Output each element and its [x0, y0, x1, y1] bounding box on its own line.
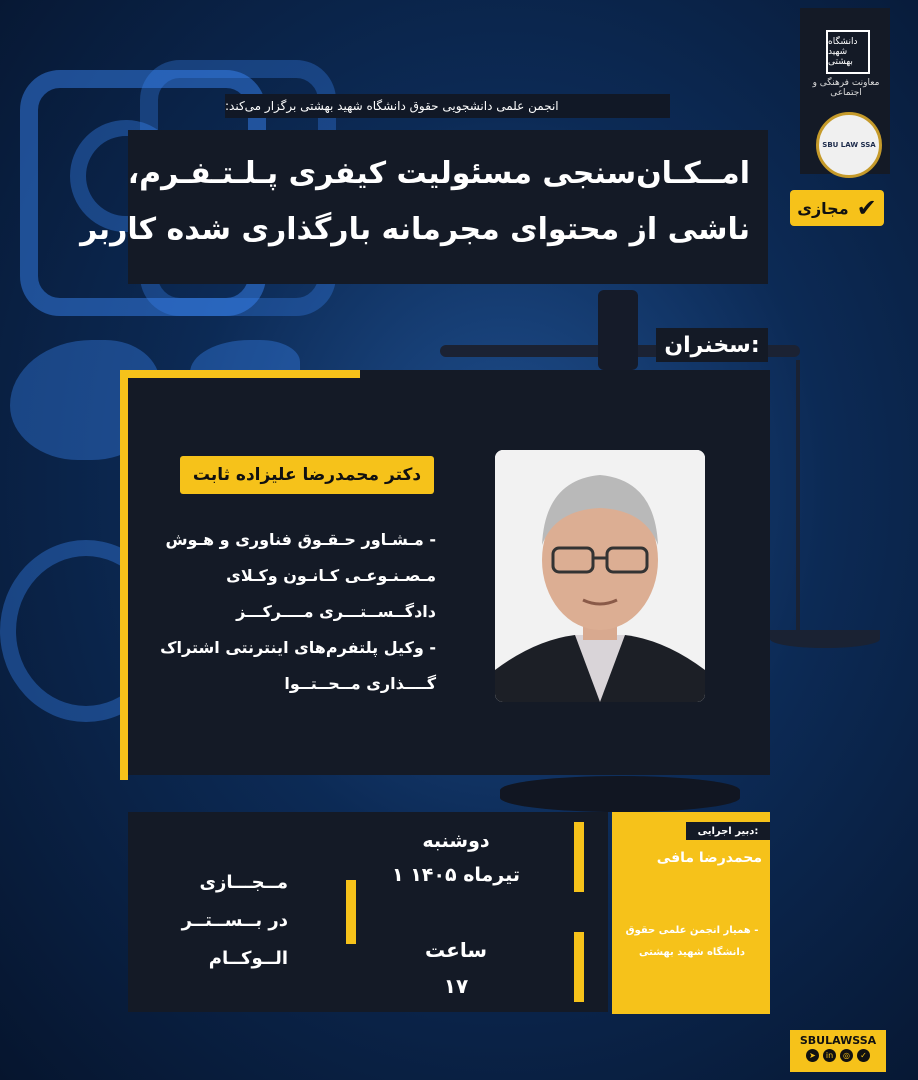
divider-bar — [574, 932, 584, 1002]
scale-pan — [770, 630, 880, 648]
speaker-heading: سخنران: — [656, 328, 768, 362]
weekday: دوشنبه — [422, 830, 490, 852]
mode-badge — [790, 190, 884, 226]
speaker-bio-line: مـصـنـوعـی کـانـون وکـلای — [226, 566, 436, 585]
speaker-portrait-illustration — [495, 450, 705, 702]
association-seal: SBU LAW SSA — [816, 112, 882, 178]
venue-line: در بــســتــر — [181, 910, 288, 931]
time-value: ۱۷ — [443, 974, 469, 998]
event-date — [386, 824, 526, 892]
bale-icon[interactable]: ✓ — [857, 1049, 870, 1062]
speaker-bio-line: گــــذاری مــحــتــوا — [284, 674, 436, 693]
logos-panel — [800, 8, 890, 174]
time-label: ساعت — [424, 938, 487, 962]
scale-pedestal — [500, 776, 740, 812]
scale-post — [598, 290, 638, 370]
divider-bar — [346, 880, 356, 944]
instagram-icon[interactable]: ◎ — [840, 1049, 853, 1062]
social-block — [790, 1030, 886, 1072]
executive-role-line: - همیار انجمن علمی حقوق — [625, 925, 759, 936]
executive-name: محمدرضا مافی — [656, 850, 762, 866]
executive-role-line: دانشگاه شهید بهشتی — [639, 947, 745, 958]
title-box — [80, 130, 768, 284]
executive-label: دبیر اجرایی: — [686, 822, 770, 840]
speaker-panel-accent-left — [120, 370, 128, 780]
title-line-2: ناشی از محتوای مجرمانه بارگذاری شده کاربر — [80, 212, 750, 247]
scale-chain — [796, 360, 800, 640]
social-handle: SBULAWSSA — [799, 1034, 877, 1047]
university-logo — [826, 30, 870, 74]
executive-panel — [612, 812, 770, 1014]
speaker-photo — [495, 450, 705, 702]
venue-line: الــوکــام — [208, 948, 288, 969]
speaker-bio-line: - مـشـاور حـقـوق فناوری و هـوش — [165, 530, 436, 549]
divider-bar — [574, 822, 584, 892]
venue-line: مــجـــازی — [199, 872, 288, 893]
mode-badge-label: مجازی — [797, 198, 849, 218]
event-time — [406, 932, 506, 1004]
linkedin-icon[interactable]: in — [823, 1049, 836, 1062]
speaker-bio-line: - وکیل پلتفرم‌های اینترنتی اشتراک — [160, 638, 436, 657]
telegram-icon[interactable]: ➤ — [806, 1049, 819, 1062]
check-icon: ✔ — [856, 194, 877, 222]
organizer-line: انجمن علمی دانشجویی حقوق دانشگاه شهید بهشتی برگزار می‌کند: — [225, 94, 670, 118]
venue — [178, 864, 288, 978]
speaker-name: دکتر محمدرضا علیزاده ثابت — [180, 456, 434, 494]
date: ۱ تیرماه ۱۴۰۵ — [391, 864, 521, 886]
university-logo-subtext: معاونت فرهنگی و اجتماعی — [812, 78, 880, 98]
title-line-1: امــکـان‌سنجی مسئولیت کیفری پـلـتـفـرم، — [127, 156, 750, 191]
speaker-bio-line: دادگــســتـــری مــــرکـــز — [236, 602, 436, 621]
university-logo-text: دانشگاه شهید بهشتی — [828, 37, 858, 67]
speaker-bio — [160, 522, 436, 702]
executive-role — [622, 920, 762, 964]
speaker-panel-accent-top — [120, 370, 360, 378]
social-icons — [790, 1049, 886, 1062]
